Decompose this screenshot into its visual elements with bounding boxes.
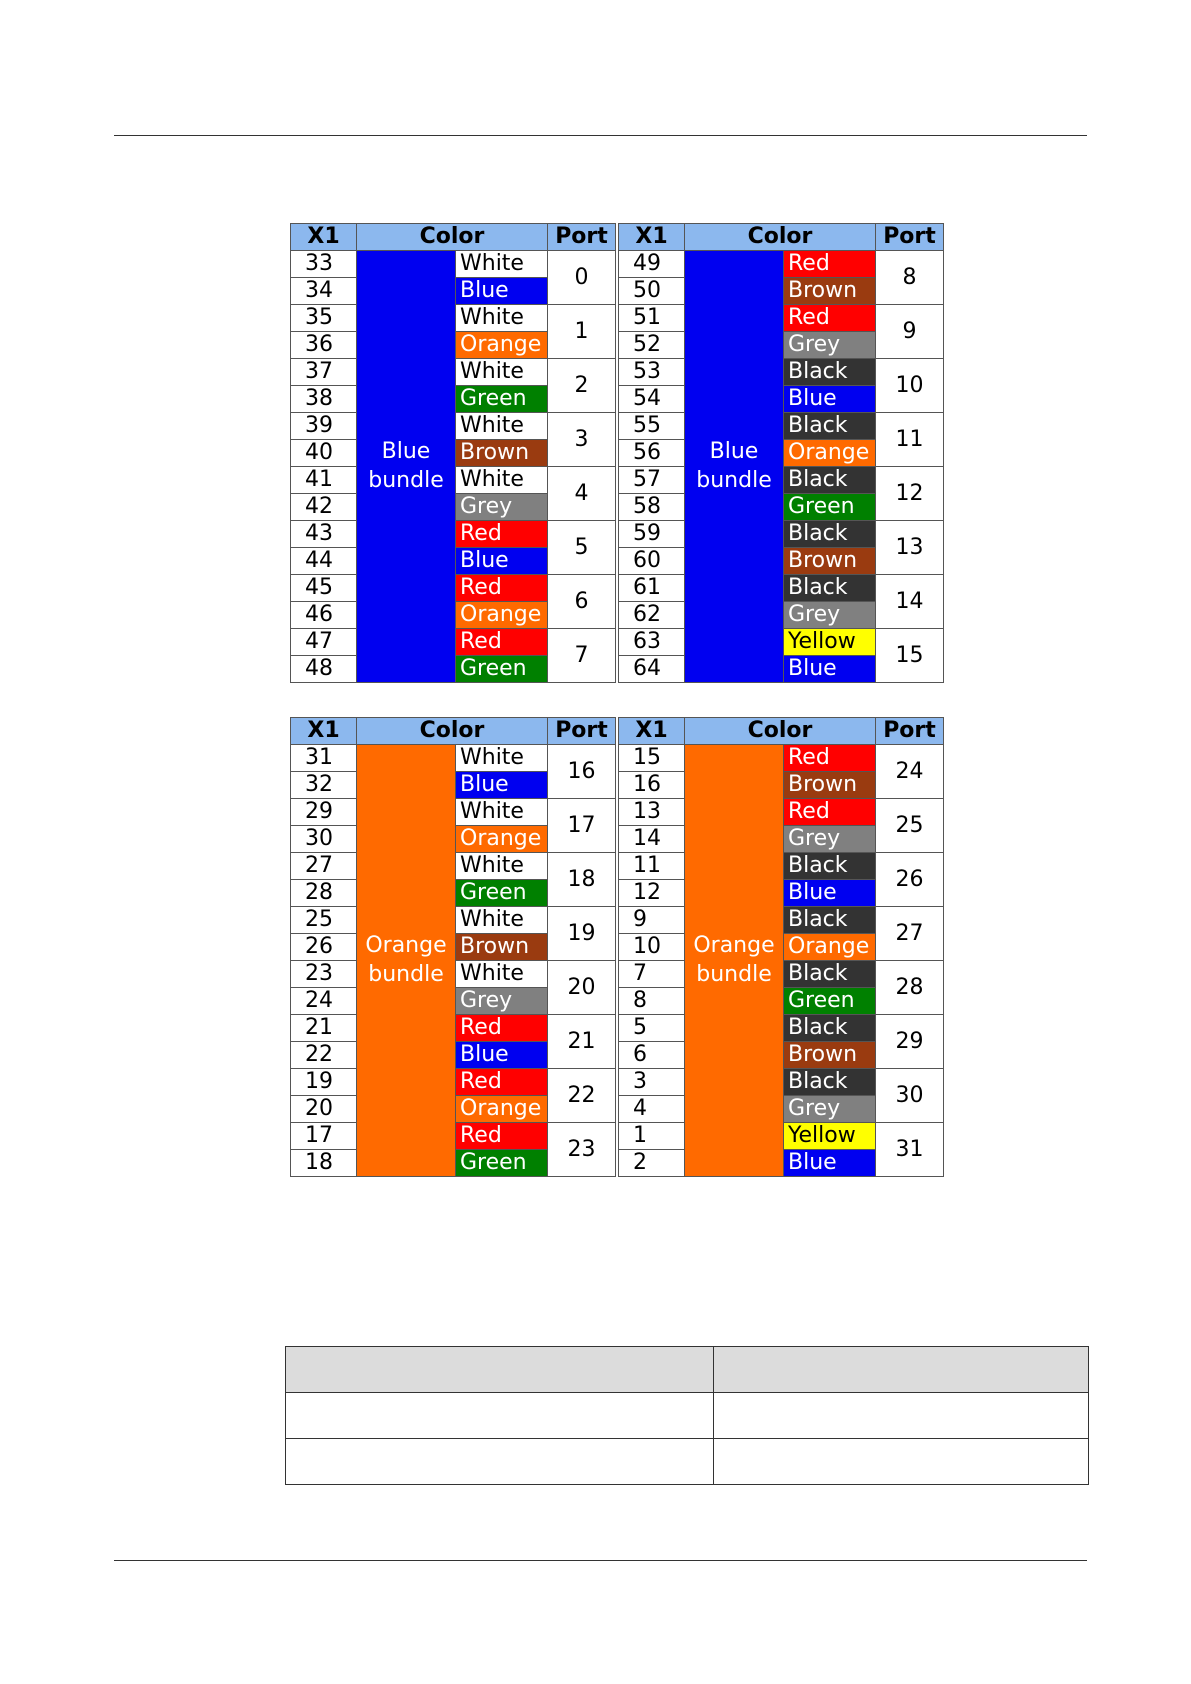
x1-pin-cell: 8 xyxy=(619,988,685,1015)
wire-color-cell: Grey xyxy=(784,602,876,629)
x1-pin-cell: 42 xyxy=(291,494,357,521)
pinout-table-orange-bundle-ports-24-31 xyxy=(618,717,944,1177)
x1-pin-cell: 57 xyxy=(619,467,685,494)
wire-color-cell: Brown xyxy=(456,934,548,961)
wire-color-cell: Blue xyxy=(784,1150,876,1177)
x1-pin-cell: 2 xyxy=(619,1150,685,1177)
x1-pin-cell: 36 xyxy=(291,332,357,359)
port-cell: 23 xyxy=(548,1123,616,1177)
pin-row xyxy=(619,745,944,772)
x1-pin-cell: 48 xyxy=(291,656,357,683)
info-table-cell xyxy=(286,1439,714,1485)
info-table-row xyxy=(286,1439,1089,1485)
pin-row xyxy=(291,251,616,278)
color-header: Color xyxy=(357,718,548,745)
header-row xyxy=(291,224,616,251)
wire-color-cell: White xyxy=(456,413,548,440)
x1-pin-cell: 41 xyxy=(291,467,357,494)
wire-color-cell: White xyxy=(456,907,548,934)
wire-color-cell: Blue xyxy=(784,880,876,907)
x1-pin-cell: 21 xyxy=(291,1015,357,1042)
x1-pin-cell: 35 xyxy=(291,305,357,332)
x1-header: X1 xyxy=(291,718,357,745)
port-cell: 10 xyxy=(876,359,944,413)
x1-pin-cell: 63 xyxy=(619,629,685,656)
wire-color-cell: Yellow xyxy=(784,1123,876,1150)
port-cell: 9 xyxy=(876,305,944,359)
wire-color-cell: Blue xyxy=(456,772,548,799)
info-table-cell xyxy=(714,1393,1089,1439)
info-table-cell xyxy=(286,1347,714,1393)
x1-pin-cell: 11 xyxy=(619,853,685,880)
port-cell: 29 xyxy=(876,1015,944,1069)
port-cell: 19 xyxy=(548,907,616,961)
port-cell: 17 xyxy=(548,799,616,853)
bundle-label-cell: Orange bundle xyxy=(685,745,784,1177)
wire-color-cell: Green xyxy=(784,988,876,1015)
wire-color-cell: Grey xyxy=(456,988,548,1015)
x1-pin-cell: 62 xyxy=(619,602,685,629)
wire-color-cell: Orange xyxy=(456,332,548,359)
wire-color-cell: Orange xyxy=(784,440,876,467)
wire-color-cell: Grey xyxy=(784,1096,876,1123)
wire-color-cell: White xyxy=(456,961,548,988)
x1-pin-cell: 33 xyxy=(291,251,357,278)
port-cell: 3 xyxy=(548,413,616,467)
wire-color-cell: Red xyxy=(456,1069,548,1096)
wire-color-cell: White xyxy=(456,251,548,278)
x1-pin-cell: 23 xyxy=(291,961,357,988)
wire-color-cell: Brown xyxy=(456,440,548,467)
port-cell: 18 xyxy=(548,853,616,907)
wire-color-cell: White xyxy=(456,305,548,332)
x1-pin-cell: 5 xyxy=(619,1015,685,1042)
info-table-header-row xyxy=(286,1347,1089,1393)
x1-pin-cell: 10 xyxy=(619,934,685,961)
x1-pin-cell: 52 xyxy=(619,332,685,359)
wire-color-cell: Yellow xyxy=(784,629,876,656)
header-row xyxy=(619,718,944,745)
port-cell: 26 xyxy=(876,853,944,907)
x1-pin-cell: 39 xyxy=(291,413,357,440)
info-table-cell xyxy=(286,1393,714,1439)
x1-pin-cell: 40 xyxy=(291,440,357,467)
port-cell: 30 xyxy=(876,1069,944,1123)
x1-pin-cell: 15 xyxy=(619,745,685,772)
x1-pin-cell: 64 xyxy=(619,656,685,683)
wire-color-cell: Red xyxy=(784,799,876,826)
info-table-row xyxy=(286,1393,1089,1439)
port-cell: 7 xyxy=(548,629,616,683)
x1-pin-cell: 37 xyxy=(291,359,357,386)
x1-pin-cell: 18 xyxy=(291,1150,357,1177)
x1-pin-cell: 61 xyxy=(619,575,685,602)
port-header: Port xyxy=(548,224,616,251)
x1-pin-cell: 14 xyxy=(619,826,685,853)
port-cell: 1 xyxy=(548,305,616,359)
port-header: Port xyxy=(548,718,616,745)
x1-pin-cell: 7 xyxy=(619,961,685,988)
wire-color-cell: Black xyxy=(784,907,876,934)
x1-pin-cell: 45 xyxy=(291,575,357,602)
wire-color-cell: White xyxy=(456,799,548,826)
wire-color-cell: Black xyxy=(784,961,876,988)
wire-color-cell: Brown xyxy=(784,548,876,575)
port-cell: 6 xyxy=(548,575,616,629)
bundle-label-cell: Blue bundle xyxy=(357,251,456,683)
port-cell: 13 xyxy=(876,521,944,575)
port-cell: 5 xyxy=(548,521,616,575)
color-header: Color xyxy=(685,224,876,251)
port-cell: 4 xyxy=(548,467,616,521)
wire-color-cell: Red xyxy=(784,305,876,332)
x1-pin-cell: 28 xyxy=(291,880,357,907)
x1-pin-cell: 17 xyxy=(291,1123,357,1150)
wire-color-cell: Green xyxy=(456,880,548,907)
port-cell: 15 xyxy=(876,629,944,683)
x1-pin-cell: 53 xyxy=(619,359,685,386)
wire-color-cell: Red xyxy=(456,1123,548,1150)
port-cell: 27 xyxy=(876,907,944,961)
x1-header: X1 xyxy=(619,224,685,251)
wire-color-cell: Brown xyxy=(784,278,876,305)
port-cell: 14 xyxy=(876,575,944,629)
wire-color-cell: Orange xyxy=(784,934,876,961)
wire-color-cell: Grey xyxy=(456,494,548,521)
pin-row xyxy=(291,745,616,772)
port-cell: 12 xyxy=(876,467,944,521)
wire-color-cell: Red xyxy=(456,1015,548,1042)
info-table-cell xyxy=(714,1347,1089,1393)
wire-color-cell: Brown xyxy=(784,1042,876,1069)
bundle-label-cell: Orange bundle xyxy=(357,745,456,1177)
wire-color-cell: Blue xyxy=(456,1042,548,1069)
x1-pin-cell: 20 xyxy=(291,1096,357,1123)
port-header: Port xyxy=(876,224,944,251)
port-cell: 0 xyxy=(548,251,616,305)
wire-color-cell: Orange xyxy=(456,602,548,629)
x1-pin-cell: 29 xyxy=(291,799,357,826)
wire-color-cell: Orange xyxy=(456,1096,548,1123)
wire-color-cell: Blue xyxy=(784,656,876,683)
wire-color-cell: White xyxy=(456,853,548,880)
x1-pin-cell: 30 xyxy=(291,826,357,853)
x1-pin-cell: 16 xyxy=(619,772,685,799)
pinout-table-orange-bundle-ports-16-23 xyxy=(290,717,616,1177)
bundle-label-cell: Blue bundle xyxy=(685,251,784,683)
wire-color-cell: Black xyxy=(784,1069,876,1096)
wire-color-cell: Black xyxy=(784,575,876,602)
x1-pin-cell: 9 xyxy=(619,907,685,934)
wire-color-cell: Black xyxy=(784,359,876,386)
x1-pin-cell: 22 xyxy=(291,1042,357,1069)
wire-color-cell: Grey xyxy=(784,332,876,359)
port-cell: 21 xyxy=(548,1015,616,1069)
wire-color-cell: Blue xyxy=(784,386,876,413)
wire-color-cell: Black xyxy=(784,853,876,880)
wire-color-cell: Red xyxy=(456,575,548,602)
x1-pin-cell: 26 xyxy=(291,934,357,961)
wire-color-cell: Green xyxy=(456,656,548,683)
port-cell: 28 xyxy=(876,961,944,1015)
x1-pin-cell: 6 xyxy=(619,1042,685,1069)
port-cell: 31 xyxy=(876,1123,944,1177)
x1-pin-cell: 55 xyxy=(619,413,685,440)
wire-color-cell: Grey xyxy=(784,826,876,853)
pinout-table-blue-bundle-ports-0-7 xyxy=(290,223,616,683)
wire-color-cell: Red xyxy=(456,521,548,548)
wire-color-cell: Green xyxy=(456,1150,548,1177)
x1-pin-cell: 44 xyxy=(291,548,357,575)
port-cell: 16 xyxy=(548,745,616,799)
pin-row xyxy=(619,251,944,278)
x1-pin-cell: 32 xyxy=(291,772,357,799)
x1-pin-cell: 4 xyxy=(619,1096,685,1123)
wire-color-cell: Blue xyxy=(456,548,548,575)
x1-pin-cell: 38 xyxy=(291,386,357,413)
port-cell: 2 xyxy=(548,359,616,413)
wire-color-cell: Black xyxy=(784,521,876,548)
wire-color-cell: Green xyxy=(784,494,876,521)
x1-header: X1 xyxy=(291,224,357,251)
color-header: Color xyxy=(357,224,548,251)
wire-color-cell: Red xyxy=(784,745,876,772)
wire-color-cell: Black xyxy=(784,413,876,440)
wire-color-cell: Red xyxy=(784,251,876,278)
x1-pin-cell: 34 xyxy=(291,278,357,305)
wire-color-cell: Black xyxy=(784,1015,876,1042)
x1-pin-cell: 43 xyxy=(291,521,357,548)
header-row xyxy=(619,224,944,251)
wire-color-cell: White xyxy=(456,359,548,386)
port-cell: 24 xyxy=(876,745,944,799)
x1-pin-cell: 50 xyxy=(619,278,685,305)
x1-pin-cell: 49 xyxy=(619,251,685,278)
wire-color-cell: Brown xyxy=(784,772,876,799)
x1-pin-cell: 24 xyxy=(291,988,357,1015)
x1-pin-cell: 60 xyxy=(619,548,685,575)
x1-pin-cell: 25 xyxy=(291,907,357,934)
wire-color-cell: Orange xyxy=(456,826,548,853)
x1-pin-cell: 1 xyxy=(619,1123,685,1150)
header-rule xyxy=(114,135,1087,136)
x1-pin-cell: 46 xyxy=(291,602,357,629)
wire-color-cell: Green xyxy=(456,386,548,413)
x1-pin-cell: 3 xyxy=(619,1069,685,1096)
wire-color-cell: Blue xyxy=(456,278,548,305)
port-cell: 20 xyxy=(548,961,616,1015)
port-cell: 25 xyxy=(876,799,944,853)
x1-pin-cell: 13 xyxy=(619,799,685,826)
x1-pin-cell: 54 xyxy=(619,386,685,413)
pinout-table-blue-bundle-ports-8-15 xyxy=(618,223,944,683)
x1-pin-cell: 27 xyxy=(291,853,357,880)
wire-color-cell: Black xyxy=(784,467,876,494)
port-cell: 22 xyxy=(548,1069,616,1123)
x1-pin-cell: 56 xyxy=(619,440,685,467)
x1-pin-cell: 31 xyxy=(291,745,357,772)
header-row xyxy=(291,718,616,745)
footer-rule xyxy=(114,1560,1087,1561)
x1-pin-cell: 59 xyxy=(619,521,685,548)
color-header: Color xyxy=(685,718,876,745)
port-cell: 8 xyxy=(876,251,944,305)
wire-color-cell: Red xyxy=(456,629,548,656)
port-cell: 11 xyxy=(876,413,944,467)
wire-color-cell: White xyxy=(456,467,548,494)
x1-pin-cell: 47 xyxy=(291,629,357,656)
info-table xyxy=(285,1346,1089,1485)
x1-pin-cell: 51 xyxy=(619,305,685,332)
x1-header: X1 xyxy=(619,718,685,745)
x1-pin-cell: 12 xyxy=(619,880,685,907)
port-header: Port xyxy=(876,718,944,745)
wire-color-cell: White xyxy=(456,745,548,772)
x1-pin-cell: 19 xyxy=(291,1069,357,1096)
x1-pin-cell: 58 xyxy=(619,494,685,521)
info-table-cell xyxy=(714,1439,1089,1485)
